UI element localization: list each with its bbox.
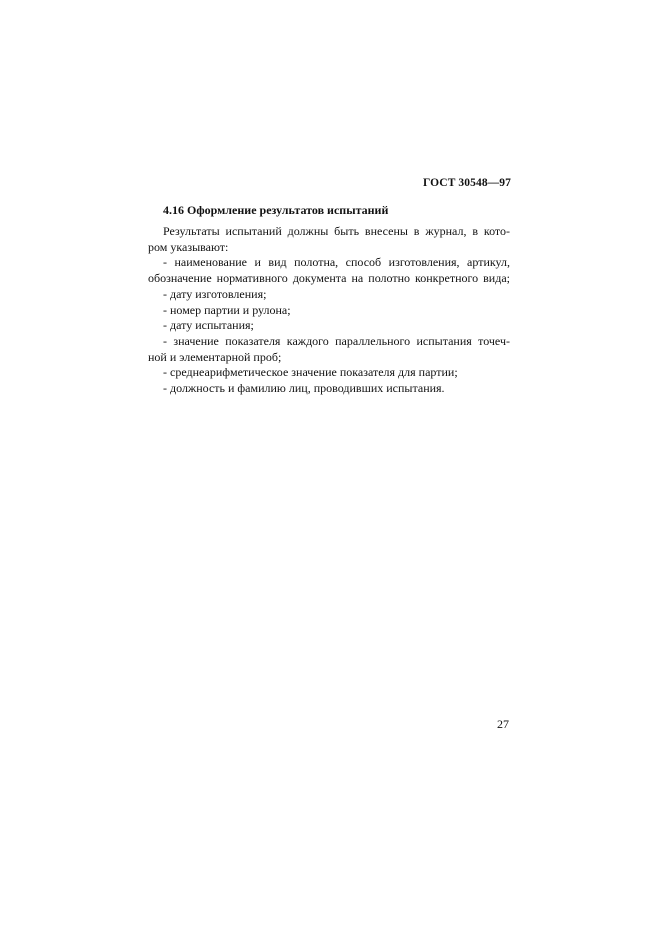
list-item: - значение показателя каждого параллельного испытания точеч- xyxy=(163,333,510,348)
list-item: - среднеарифметическое значение показателя для партии; xyxy=(163,365,458,380)
body-line: Результаты испытаний должны быть внесены в журнал, в кото- xyxy=(163,224,510,238)
section-body xyxy=(148,224,510,397)
document-code: ГОСТ 30548—97 xyxy=(422,177,511,189)
page-number: 27 xyxy=(497,717,509,731)
list-item: - должность и фамилию лиц, проводивших испытания. xyxy=(163,381,445,396)
section-title: 4.16 Оформление результатов испытаний xyxy=(163,203,389,217)
list-item: - наименование и вид полотна, способ изготовления, артикул, xyxy=(163,255,510,270)
list-item: - номер партии и рулона; xyxy=(163,302,291,317)
list-item: - дату испытания; xyxy=(163,318,254,333)
body-line: ром указывают: xyxy=(148,239,229,254)
list-item-continuation: обозначение нормативного документа на полотно конкретного вида; xyxy=(148,271,510,286)
list-item-continuation: ной и элементарной проб; xyxy=(148,349,282,364)
list-item: - дату изготовления; xyxy=(163,286,267,301)
